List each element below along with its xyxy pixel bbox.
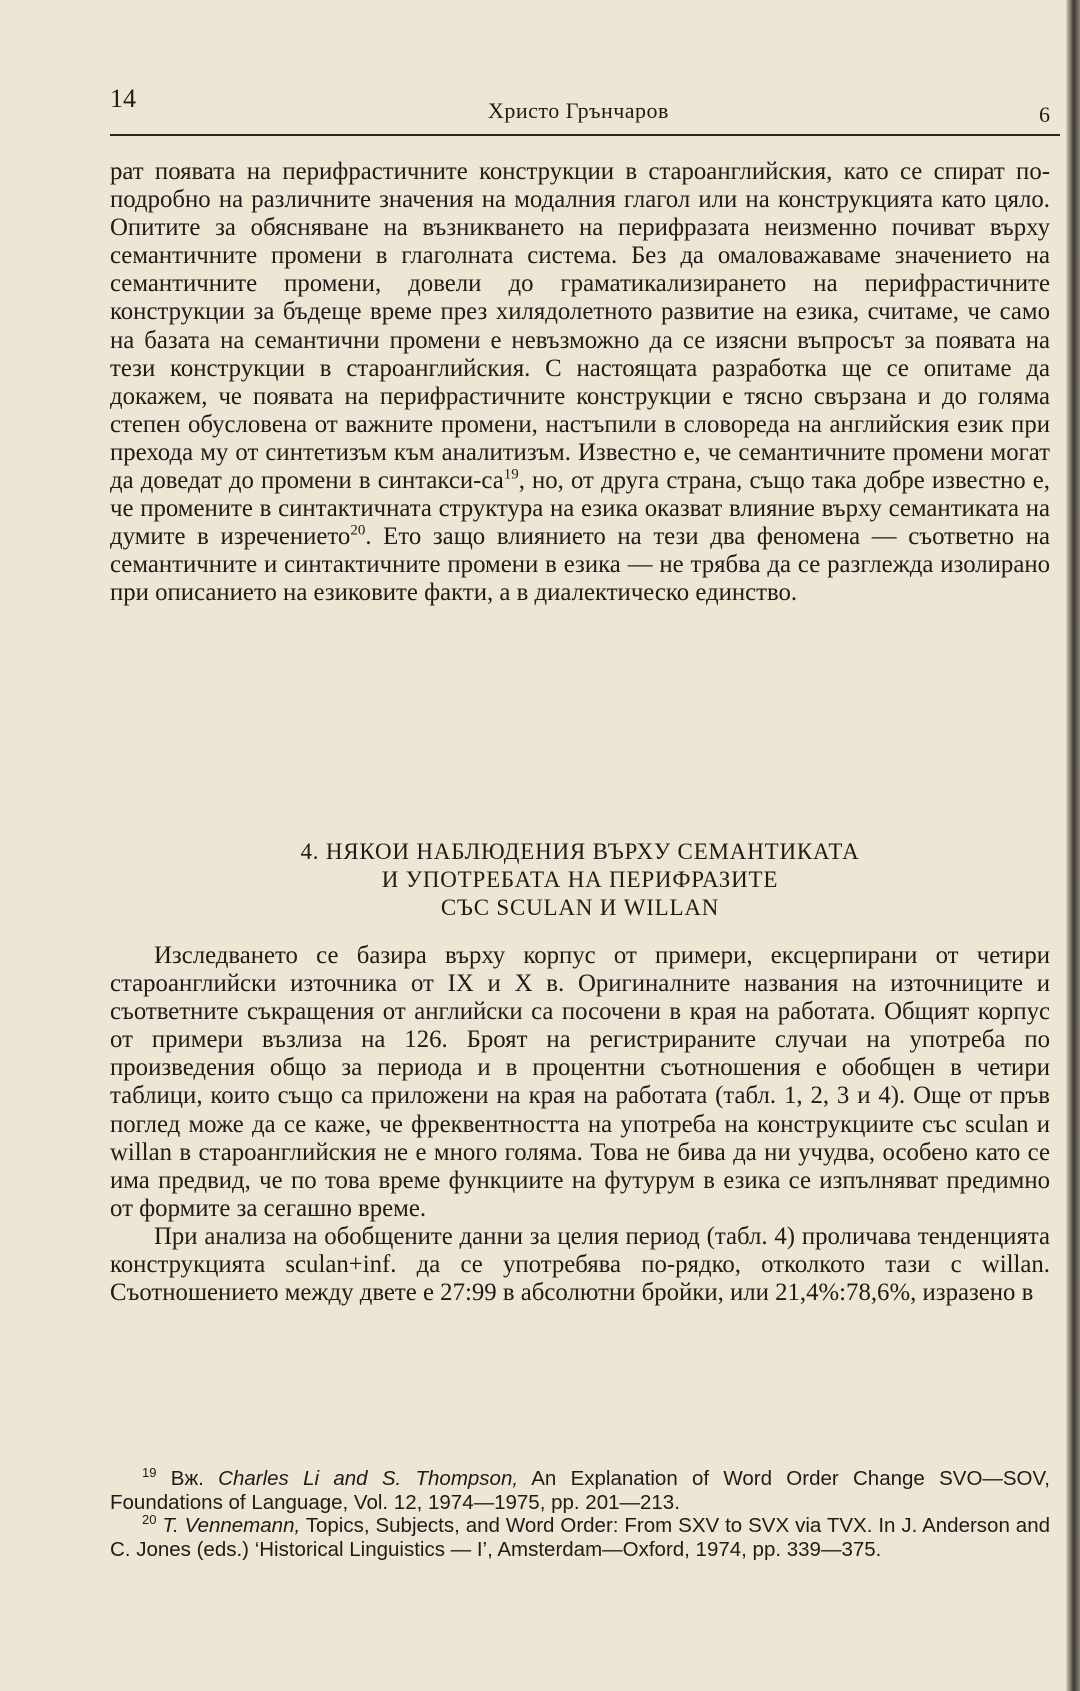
page-number: 14 xyxy=(110,84,136,113)
section-heading xyxy=(110,838,1050,922)
footnote-ref-19: 19 xyxy=(503,466,519,483)
footnote-number: 19 xyxy=(142,1465,157,1481)
footnote-text: Topics, Subjects, and Word Order: From SXV to SVX via TVX. In J. Anderson and C. Jones (eds.) ‘Historical Linguistics — I’, Amsterdam—Oxford, 1974, pp. 339—375. xyxy=(110,1514,1050,1561)
footnote-label: Вж. xyxy=(170,1467,204,1490)
footnote-19 xyxy=(110,1467,1050,1514)
footnote-authors: Charles Li and S. Thompson, xyxy=(218,1467,519,1490)
intro-text-part-3: . Ето защо влиянието на тези два феномена — съответно на семантичните и синтактичните промени в езика — не трябва да се разглежда изолирано при описанието на езиковите факти, а в диалектическо единство. xyxy=(110,523,1050,607)
intro-paragraph xyxy=(110,158,1050,608)
page-header xyxy=(110,84,1050,134)
section-paragraph-2: При анализа на обобщените данни за целия период (табл. 4) проличава тенденцията конструкцията sculan+inf. да се употребява по-рядко, отколкото тази с willan. Съотношението между двете е 27:99 в абсолютни бройки, или 21,4%:78,6%, изразено в xyxy=(110,1222,1050,1307)
footnote-number: 20 xyxy=(142,1512,157,1528)
corner-mark: 6 xyxy=(1039,102,1050,127)
footnote-20 xyxy=(110,1514,1050,1561)
intro-text-part-2: , но, от друга страна, също така добре известно е, че промените в синтактичната структура на езика оказват влияние върху семантиката на думите в изречението xyxy=(110,467,1050,551)
footnote-ref-20: 20 xyxy=(350,522,366,539)
page-binding-edge xyxy=(1066,0,1080,1691)
intro-text xyxy=(110,158,1050,608)
section-body xyxy=(110,942,1050,1307)
running-title: Христо Грънчаров xyxy=(488,98,669,123)
footnote-text: An Explanation of Word Order Change SVO—SOV, Foundations of Language, Vol. 12, 1974—1975, pp. 201—213. xyxy=(110,1467,1050,1514)
section-heading-line-1: 4. НЯКОИ НАБЛЮДЕНИЯ ВЪРХУ СЕМАНТИКАТА xyxy=(300,839,860,864)
footnote-authors: T. Vennemann, xyxy=(162,1514,301,1537)
section-heading-line-2: И УПОТРЕБАТА НА ПЕРИФРАЗИТЕ xyxy=(381,867,779,892)
section-paragraph-1: Изследването се базира върху корпус от примери, ексцерпирани от четири староанглийски източника от IX и X в. Оригиналните названия на източниците и съответните съкращения от английски са посочени в края на работата. Общият корпус от примери възлиза на 126. Броят на регистрираните случаи на употреба по произведения общо за периода и в процентни съотношения е обобщен в четири таблици, които също са приложени на края на работата (табл. 1, 2, 3 и 4). Още от пръв поглед може да се каже, че фреквентността на употреба на конструкциите със sculan и willan в староанглийския не е много голяма. Това не бива да ни учудва, особено като се има предвид, че по това време функциите на футурум в езика се изпълняват предимно от формите за сегашно време. xyxy=(110,942,1050,1222)
footnotes xyxy=(110,1467,1050,1561)
header-rule xyxy=(110,134,1060,136)
section-heading-line-3: СЪС SCULAN И WILLAN xyxy=(440,895,720,920)
intro-text-part-1: рат появата на перифрастичните конструкции в староанглийския, като се спират по-подробно на различните значения на модалния глагол или на конструкцията като цяло. Опитите за обясняване на възникването на перифразата неизменно почиват върху семантичните промени в глаголната система. Без да омаловажаваме значението на семантичните промени, довели до граматикализирането на перифрастичните конструкции за бъдеще време през хилядолетното развитие на езика, считаме, че само на базата на семантични промени е невъзможно да се изясни въпросът за появата на тези конструкции в староанглийския. С настоящата разработка ще се опитаме да докажем, че появата на перифрастичните конструкции е тясно свързана и до голяма степен обусловена от важните промени, настъпили в словореда на английския език при прехода му от синтетизъм към аналитизъм. Известно е, че семантичните промени могат да доведат до промени в синтакси-са xyxy=(110,158,1050,495)
